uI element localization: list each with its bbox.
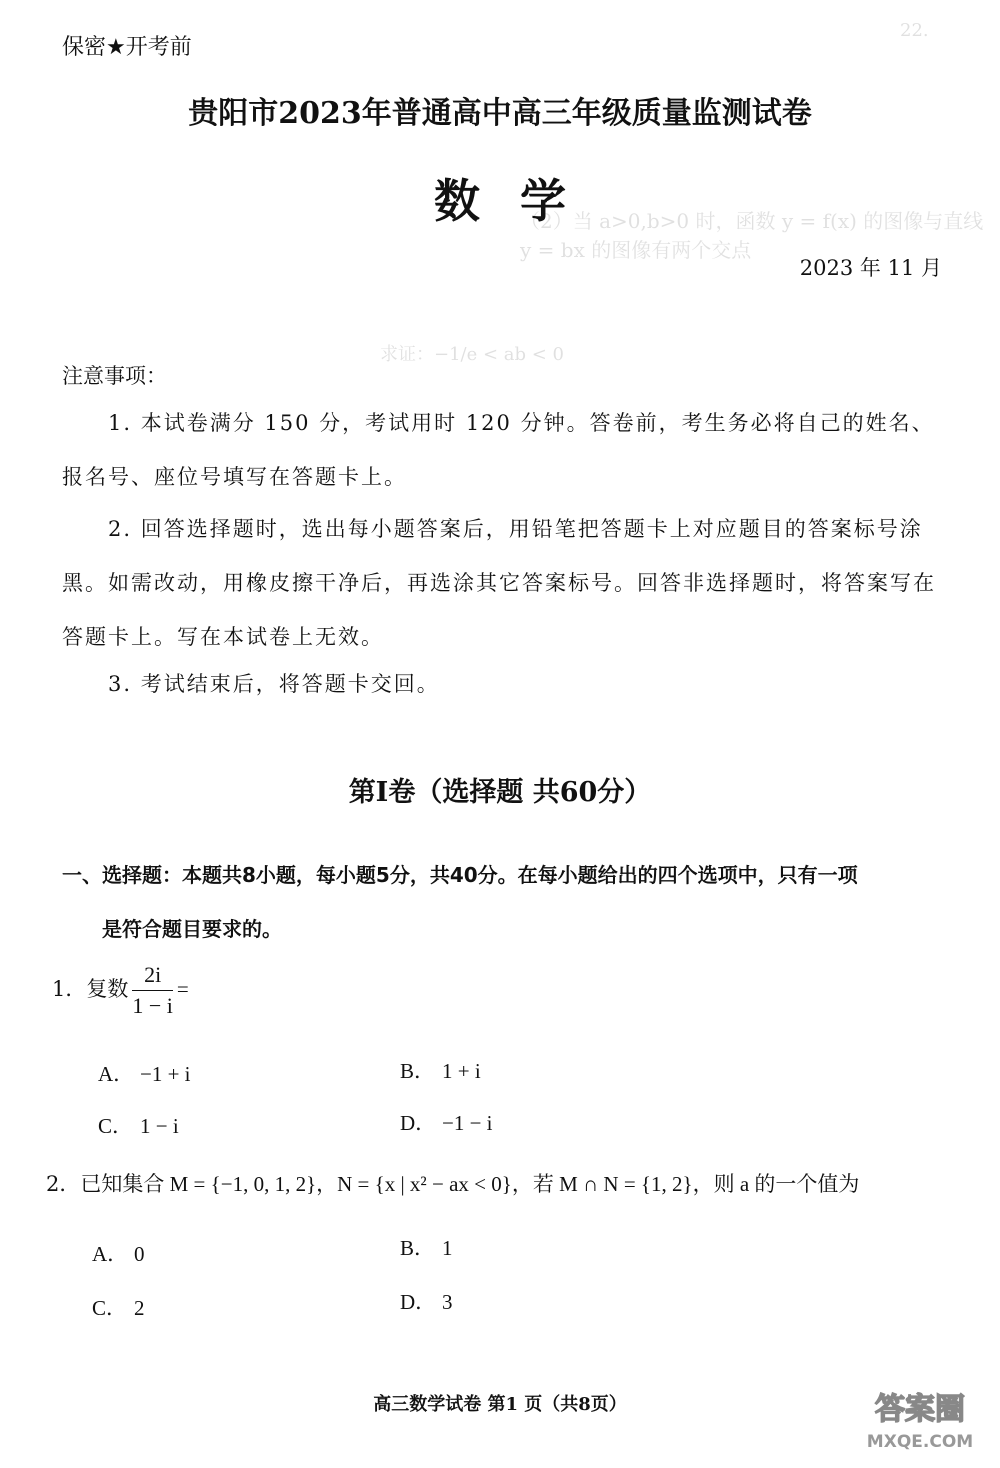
option-label: B． [400, 1059, 436, 1083]
option-a [92, 1238, 145, 1268]
option-d [400, 1107, 493, 1137]
exam-date: 2023 年 11 月 [799, 256, 942, 280]
question-number: 2． [46, 1172, 81, 1196]
option-b [400, 1055, 481, 1085]
option-text: 1 [442, 1236, 453, 1260]
option-label: A． [98, 1062, 135, 1086]
fraction [132, 962, 173, 1019]
option-label: D． [400, 1290, 437, 1314]
page-footer: 高三数学试卷 第1 页（共8页） [373, 1394, 627, 1415]
option-text: 1 − i [140, 1114, 179, 1138]
option-label: A． [92, 1242, 129, 1266]
question-2 [46, 1168, 956, 1198]
section-title: 第Ⅰ卷（选择题 共60分） [348, 777, 652, 808]
option-text: 1 + i [442, 1059, 481, 1083]
subject-title: 数学 [434, 174, 606, 228]
fraction-denominator: 1 − i [132, 993, 173, 1018]
part-heading-line: 一、选择题：本题共8小题，每小题5分，共40分。在每小题给出的四个选项中，只有一项 [62, 863, 858, 887]
option-a [98, 1058, 191, 1088]
confidential-label: 保密★开考前 [62, 35, 192, 60]
option-b [400, 1232, 453, 1262]
fraction-numerator: 2i [132, 962, 173, 991]
notice-item [62, 502, 942, 664]
option-label: C． [92, 1296, 128, 1320]
notice-heading: 注意事项： [62, 364, 167, 388]
question-stem: 已知集合 M = {−1, 0, 1, 2}，N = {x | x² − ax < 0}，若 M ∩ N = {1, 2}，则 a 的一个值为 [80, 1172, 860, 1196]
bleed-through-text: （2）当 a>0,b>0 时，函数 y = f(x) 的图像与直线 y = bx 的图像有两个交点 [520, 209, 984, 262]
bleed-through-text: 求证：−1/e < ab < 0 [380, 344, 565, 365]
option-label: B． [400, 1236, 436, 1260]
title-suffix: 年普通高中高三年级质量监测试卷 [361, 96, 812, 131]
question-number: 1． [52, 977, 87, 1001]
title-prefix: 贵阳市 [188, 96, 279, 131]
title-year: 2023 [278, 96, 362, 131]
notice-item-text: 3. 考试结束后，将答题卡交回。 [108, 672, 440, 696]
part-heading-line: 是符合题目要求的。 [102, 917, 282, 941]
option-text: −1 + i [140, 1062, 191, 1086]
notice-item [62, 396, 942, 504]
option-text: 2 [134, 1296, 145, 1320]
notice-item-text: 2. 回答选择题时，选出每小题答案后，用铅笔把答题卡上对应题目的答案标号涂黑。如需改动，用橡皮擦干净后，再选涂其它答案标号。回答非选择题时，将答案写在答题卡上。写在本试卷上无效。 [62, 517, 936, 649]
question-stem: 复数 [86, 977, 129, 1001]
option-d [400, 1286, 453, 1316]
watermark-url: MXQE.COM [866, 1432, 974, 1452]
watermark-text: 答案圈 [875, 1392, 965, 1427]
option-c [92, 1292, 145, 1322]
option-text: −1 − i [442, 1111, 493, 1135]
option-label: C． [98, 1114, 134, 1138]
exam-title [0, 88, 1000, 132]
question-1 [52, 962, 189, 1019]
option-c [98, 1110, 179, 1140]
part-heading [62, 848, 952, 956]
option-label: D． [400, 1111, 437, 1135]
notice-item-text: 1. 本试卷满分 150 分，考试用时 120 分钟。答卷前，考生务必将自己的姓名、报名号、座位号填写在答题卡上。 [62, 411, 935, 489]
notice-item [62, 657, 942, 711]
option-text: 3 [442, 1290, 453, 1314]
watermark-logo [860, 1385, 980, 1455]
bleed-through-text: 22. [900, 20, 929, 41]
equals-sign: = [176, 977, 189, 1001]
option-text: 0 [134, 1242, 145, 1266]
